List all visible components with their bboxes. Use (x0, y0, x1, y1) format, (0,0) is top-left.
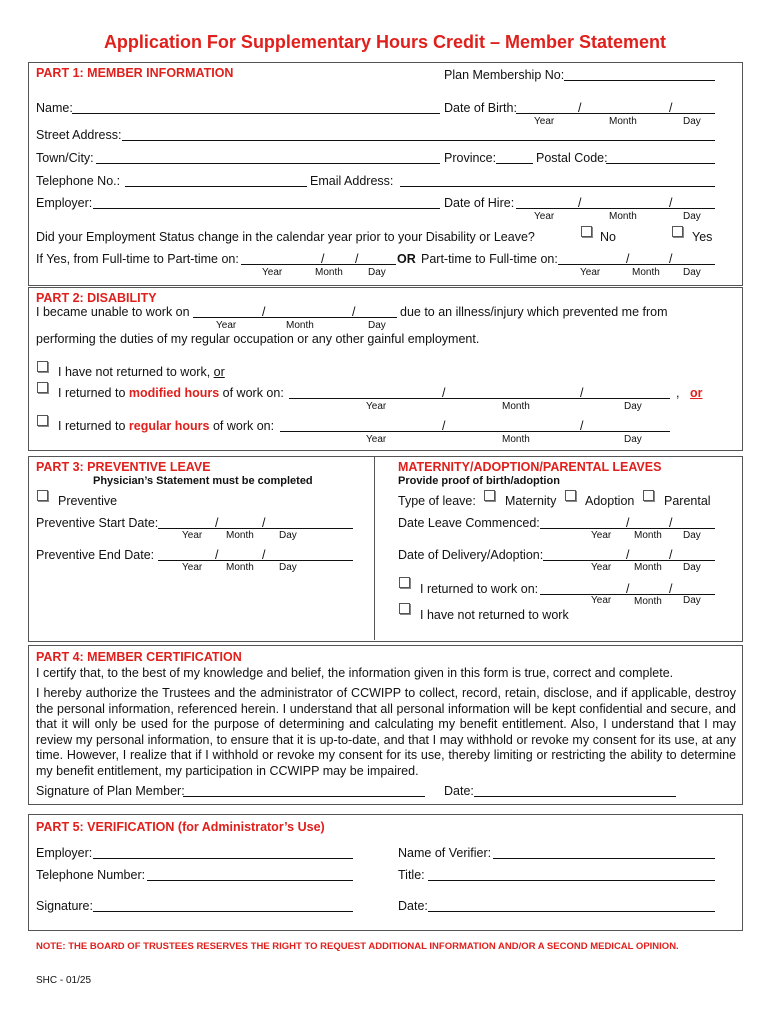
returned-day: Day (683, 595, 701, 606)
regular-date-field[interactable] (280, 431, 670, 432)
plan-membership-field[interactable] (564, 80, 715, 81)
parttime-to-fulltime-label: Part-time to Full-time on: (421, 252, 558, 266)
modified-month: Month (502, 401, 530, 412)
preventive-label: Preventive (58, 494, 118, 508)
verifier-label: Name of Verifier: (398, 846, 492, 860)
modified-comma: , (676, 386, 680, 400)
modified-or: or (690, 386, 703, 400)
unable-slash-2: / (352, 305, 356, 319)
returned-work-checkbox[interactable] (399, 577, 410, 588)
status-yes-checkbox[interactable] (672, 226, 683, 237)
member-signature-label: Signature of Plan Member: (36, 784, 185, 798)
modified-date-field[interactable] (289, 398, 670, 399)
name-field[interactable] (72, 113, 440, 114)
phone-label: Telephone No.: (36, 174, 121, 188)
preventive-start-field[interactable] (158, 528, 353, 529)
due-label: due to an illness/injury which prevented me from (400, 305, 668, 319)
status-no-label: No (600, 230, 616, 244)
member-date-field[interactable] (474, 796, 676, 797)
trustees-note: NOTE: THE BOARD OF TRUSTEES RESERVES THE RIGHT TO REQUEST ADDITIONAL INFORMATION AND/OR A SECOND MEDICAL OPINION. (36, 941, 679, 952)
hire-slash-2: / (669, 196, 673, 210)
returned-work-label: I returned to work on: (420, 582, 539, 596)
certify-text: I certify that, to the best of my knowledge and belief, the information given in this form is true, correct and complete. (36, 666, 674, 680)
modified-hours-checkbox[interactable] (37, 382, 48, 393)
start-slash-1: / (215, 516, 219, 530)
ftpt-year: Year (262, 267, 283, 278)
dob-field[interactable] (516, 113, 715, 114)
maternity-heading: MATERNITY/ADOPTION/PARENTAL LEAVES (398, 460, 662, 474)
verify-date-label: Date: (398, 899, 428, 913)
status-yes-label: Yes (692, 230, 713, 244)
hire-year: Year (534, 211, 555, 222)
preventive-start-label: Preventive Start Date: (36, 516, 159, 530)
regular-day: Day (624, 434, 642, 445)
unable-day: Day (368, 320, 386, 331)
delivery-year: Year (591, 562, 612, 573)
commenced-slash-2: / (669, 516, 673, 530)
commenced-slash-1: / (626, 516, 630, 530)
dob-slash-1: / (578, 101, 582, 115)
adoption-label: Adoption (585, 494, 635, 508)
commenced-day: Day (683, 530, 701, 541)
ftpt-slash-1: / (321, 252, 325, 266)
regular-suffix: of work on: (212, 419, 275, 433)
proof-note: Provide proof of birth/adoption (398, 475, 560, 487)
end-month: Month (226, 562, 254, 573)
verify-signature-label: Signature: (36, 899, 93, 913)
modified-prefix: I returned to (58, 386, 126, 400)
preventive-end-field[interactable] (158, 560, 353, 561)
modified-year: Year (366, 401, 387, 412)
modified-hours-text: modified hours (128, 386, 220, 400)
maternity-label: Maternity (505, 494, 557, 508)
verify-title-label: Title: (398, 868, 425, 882)
postal-label: Postal Code: (536, 151, 608, 165)
maternity-checkbox[interactable] (484, 490, 495, 501)
modified-hours-label (58, 386, 284, 400)
email-label: Email Address: (310, 174, 394, 188)
hire-day: Day (683, 211, 701, 222)
ptft-slash-2: / (669, 252, 673, 266)
status-no-checkbox[interactable] (581, 226, 592, 237)
unable-slash-1: / (262, 305, 266, 319)
verify-phone-label: Telephone Number: (36, 868, 146, 882)
start-slash-2: / (262, 516, 266, 530)
member-date-label: Date: (444, 784, 474, 798)
preventive-checkbox[interactable] (37, 490, 48, 501)
dob-label: Date of Birth: (444, 101, 517, 115)
parental-checkbox[interactable] (643, 490, 654, 501)
performing-text: performing the duties of my regular occupation or any other gainful employment. (36, 332, 480, 346)
email-field[interactable] (400, 186, 715, 187)
ptft-month: Month (632, 267, 660, 278)
modified-slash-1: / (442, 386, 446, 400)
start-year: Year (182, 530, 203, 541)
commenced-year: Year (591, 530, 612, 541)
part1-heading: PART 1: MEMBER INFORMATION (36, 66, 234, 80)
delivery-month: Month (634, 562, 662, 573)
regular-month: Month (502, 434, 530, 445)
plan-membership-label: Plan Membership No: (444, 68, 565, 82)
hire-label: Date of Hire: (444, 196, 515, 210)
unable-year: Year (216, 320, 237, 331)
part2-heading: PART 2: DISABILITY (36, 291, 157, 305)
dob-slash-2: / (669, 101, 673, 115)
ptft-year: Year (580, 267, 601, 278)
returned-month: Month (634, 596, 662, 607)
not-returned-checkbox[interactable] (37, 361, 48, 372)
adoption-checkbox[interactable] (565, 490, 576, 501)
start-month: Month (226, 530, 254, 541)
regular-slash-2: / (580, 419, 584, 433)
province-field[interactable] (496, 163, 533, 164)
modified-day: Day (624, 401, 642, 412)
modified-suffix: of work on: (222, 386, 284, 400)
unable-month: Month (286, 320, 314, 331)
parental-label: Parental (664, 494, 711, 508)
regular-slash-1: / (442, 419, 446, 433)
phone-field[interactable] (125, 186, 307, 187)
not-returned-text: I have not returned to work, (58, 365, 211, 379)
form-title: Application For Supplementary Hours Credit – Member Statement (103, 32, 667, 52)
end-slash-1: / (215, 548, 219, 562)
regular-hours-text: regular hours (128, 419, 210, 433)
part5-heading: PART 5: VERIFICATION (for Administrator’s Use) (36, 820, 325, 834)
parttime-to-fulltime-field[interactable] (558, 264, 715, 265)
postal-field[interactable] (606, 163, 715, 164)
town-field[interactable] (96, 163, 440, 164)
ptft-slash-1: / (626, 252, 630, 266)
delivery-day: Day (683, 562, 701, 573)
leave-type-label: Type of leave: (398, 494, 476, 508)
hire-month: Month (609, 211, 637, 222)
verify-signature-field[interactable] (93, 911, 353, 912)
verify-employer-label: Employer: (36, 846, 93, 860)
town-label: Town/City: (36, 151, 94, 165)
verifier-field[interactable] (493, 858, 715, 859)
not-returned-work-checkbox[interactable] (399, 603, 410, 614)
leave-commenced-label: Date Leave Commenced: (398, 516, 540, 530)
regular-year: Year (366, 434, 387, 445)
province-label: Province: (444, 151, 497, 165)
regular-prefix: I returned to (58, 419, 126, 433)
verify-date-field[interactable] (428, 911, 715, 912)
verify-title-field[interactable] (428, 880, 715, 881)
end-day: Day (279, 562, 297, 573)
physician-note: Physician’s Statement must be completed (93, 475, 313, 487)
dob-day: Day (683, 116, 701, 127)
commenced-month: Month (634, 530, 662, 541)
not-returned-work-label: I have not returned to work (420, 608, 569, 622)
dob-year: Year (534, 116, 555, 127)
hire-slash-1: / (578, 196, 582, 210)
fulltime-to-parttime-label: If Yes, from Full-time to Part-time on: (36, 252, 239, 266)
part4-heading: PART 4: MEMBER CERTIFICATION (36, 650, 242, 664)
end-year: Year (182, 562, 203, 573)
hire-field[interactable] (516, 208, 715, 209)
part3-heading: PART 3: PREVENTIVE LEAVE (36, 460, 211, 474)
form-code: SHC - 01/25 (36, 975, 92, 986)
part3-divider (374, 456, 375, 640)
returned-slash-2: / (669, 582, 673, 596)
regular-hours-label (58, 419, 274, 433)
member-signature-field[interactable] (183, 796, 425, 797)
returned-year: Year (591, 595, 612, 606)
employer-label: Employer: (36, 196, 93, 210)
fulltime-to-parttime-field[interactable] (241, 264, 396, 265)
not-returned-label (58, 365, 225, 379)
unable-date-field[interactable] (193, 317, 397, 318)
returned-slash-1: / (626, 582, 630, 596)
end-slash-2: / (262, 548, 266, 562)
street-label: Street Address: (36, 128, 122, 142)
regular-hours-checkbox[interactable] (37, 415, 48, 426)
modified-slash-2: / (580, 386, 584, 400)
start-day: Day (279, 530, 297, 541)
or-label: OR (397, 252, 416, 266)
not-returned-or: or (213, 365, 225, 379)
ftpt-month: Month (315, 267, 343, 278)
name-label: Name: (36, 101, 73, 115)
preventive-end-label: Preventive End Date: (36, 548, 155, 562)
verify-employer-field[interactable] (93, 858, 353, 859)
unable-label: I became unable to work on (36, 305, 190, 319)
ftpt-day: Day (368, 267, 386, 278)
employer-field[interactable] (93, 208, 440, 209)
verify-phone-field[interactable] (147, 880, 353, 881)
delivery-slash-1: / (626, 548, 630, 562)
delivery-label: Date of Delivery/Adoption: (398, 548, 544, 562)
street-field[interactable] (122, 140, 715, 141)
ftpt-slash-2: / (355, 252, 359, 266)
delivery-slash-2: / (669, 548, 673, 562)
status-question: Did your Employment Status change in the calendar year prior to your Disability or Leave? (36, 230, 535, 244)
dob-month: Month (609, 116, 637, 127)
authorize-paragraph: I hereby authorize the Trustees and the administrator of CCWIPP to collect, record, retain, disclose, and if applicable, destroy the personal information, referenced herein. I understand that all personal information will be kept confidential and secure, and that it will only be used for the purpose of determining and calculating my benefit entitlement. Also, I understand that I may review my personal information, to ensure that it is up-to-date, and that I may withhold or revoke my consent for its use, at any time. However, I realize that if I withhold or revoke my consent for its use, thereby limiting or restricting the ability to determine my benefit entitlement, my participation in CCWIPP may be impaired. (36, 686, 736, 778)
ptft-day: Day (683, 267, 701, 278)
